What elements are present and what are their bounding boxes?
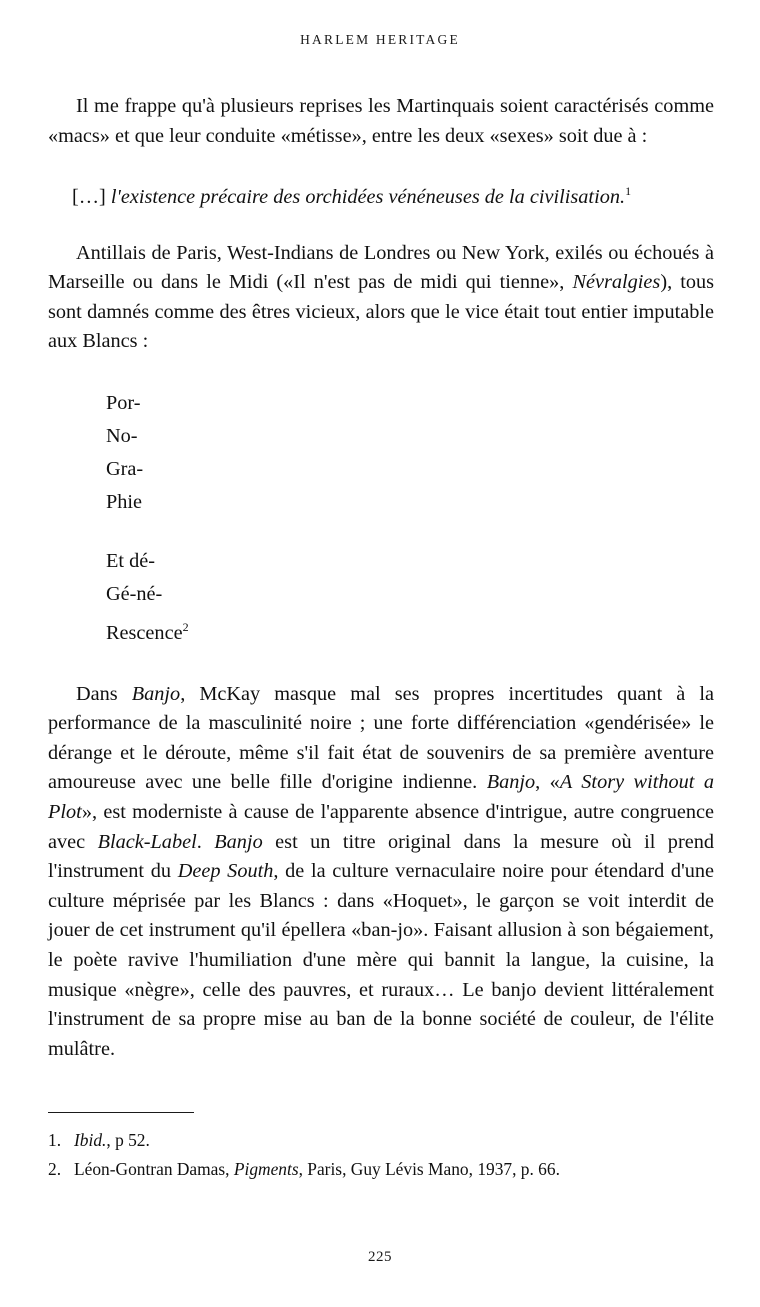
paragraph-3-run-7: Black-Label bbox=[97, 830, 197, 853]
paragraph-3-run-4: , « bbox=[535, 771, 560, 794]
footnote-1-run-1: , p 52. bbox=[106, 1130, 150, 1150]
footnote-ref-1[interactable]: 1 bbox=[625, 184, 632, 199]
footnote-item bbox=[48, 1156, 714, 1182]
footnote-item bbox=[48, 1127, 714, 1153]
verse-line: Et dé- bbox=[106, 549, 155, 572]
paragraph-3-run-2: , McKay masque mal ses propres incertitudes quant à la performance de la masculinité noire ; une forte différenciation «gendérisée» le dérange et le déroute, même s'il fait état de souvenirs de sa première aventure amoureuse avec une belle fille d'origine indienne. bbox=[48, 682, 714, 794]
footnote-ref-2[interactable]: 2 bbox=[182, 619, 189, 634]
spacer bbox=[48, 151, 714, 177]
verse-block-1 bbox=[48, 387, 714, 650]
running-head: HARLEM HERITAGE bbox=[300, 32, 460, 47]
footnote-number: 1. bbox=[48, 1130, 62, 1150]
page-number: 225 bbox=[368, 1249, 392, 1265]
paragraph-2-italic-title: Névralgies bbox=[572, 271, 661, 294]
paragraph-3-run-0: Dans bbox=[76, 682, 132, 705]
quote-ellipsis: […] bbox=[72, 185, 111, 208]
paragraph-3-run-3: Banjo bbox=[486, 771, 536, 794]
paragraph-2-part-b: ), tous sont damnés comme des êtres vicieux, alors que le vice était tout entier imputable aux Blancs : bbox=[48, 271, 714, 353]
footnote-2-run-1: Pigments bbox=[233, 1159, 299, 1179]
footnote-number: 2. bbox=[48, 1159, 62, 1179]
body-column bbox=[48, 92, 714, 1064]
verse-line: Por- bbox=[106, 391, 141, 414]
paragraph-3-run-5: A Story without a Plot bbox=[48, 771, 715, 824]
footnotes bbox=[48, 1112, 714, 1185]
paragraph-3-run-1: Banjo bbox=[131, 682, 181, 705]
paragraph-1: Il me frappe qu'à plusieurs reprises les Martinquais soient caractérisés comme «macs» et que leur conduite «métisse», entre les deux «sexes» soit due à : bbox=[48, 95, 714, 147]
paragraph-3-run-9: Banjo bbox=[214, 830, 263, 853]
paragraph-3-run-12: , de la culture vernaculaire noire pour étendard d'une culture méprisée par les Blancs : dans «Hoquet», le garçon se voit interdit de jouer de cet instrument qu'il épellera «ban-jo». Faisant allusion à son bégaiement, le poète ravive l'humiliation d'une mère qui bannit la langue, la cuisine, la musique «nègre», celle des pauvres, et ruraux… Le banjo devient littéralement l'instrument de sa propre mise au ban de la bonne société de couleur, de l'élite mulâtre. bbox=[48, 860, 715, 1060]
paragraph-3-run-10: est un titre original dans la mesure où il prend l'instrument du bbox=[48, 830, 714, 883]
footnote-2-run-0: Léon-Gontran Damas, bbox=[74, 1159, 234, 1179]
paragraph-2 bbox=[48, 239, 714, 357]
paragraph-2-part-a: Antillais de Paris, West-Indians de Londres ou New York, exilés ou échoués à Marseille ou dans le Midi («Il n'est pas de midi qui tienne», bbox=[48, 241, 714, 294]
spacer bbox=[48, 213, 714, 239]
paragraph-3-run-11: Deep South bbox=[177, 860, 274, 883]
verse-line-with-note bbox=[106, 611, 714, 650]
paragraph-3-run-6: », est moderniste à cause de l'apparente absence d'intrigue, autre congruence avec bbox=[48, 801, 714, 853]
footnote-1-run-0: Ibid. bbox=[74, 1130, 107, 1150]
footnote-2-run-2: , Paris, Guy Lévis Mano, 1937, p. 66. bbox=[298, 1159, 560, 1179]
verse-line: Phie bbox=[106, 490, 143, 513]
spacer bbox=[48, 650, 714, 680]
verse-line: No- bbox=[106, 424, 138, 447]
footnote-separator-rule bbox=[48, 1112, 194, 1113]
paragraph-3 bbox=[48, 680, 714, 1065]
spacer bbox=[48, 357, 714, 387]
block-quote-1 bbox=[48, 177, 714, 212]
quote-text: l'existence précaire des orchidées vénéneuses de la civilisation. bbox=[110, 185, 626, 208]
paragraph-3-run-8: . bbox=[196, 830, 215, 853]
verse-line: Gé-né- bbox=[106, 582, 163, 605]
verse-line-text: Rescence bbox=[106, 621, 183, 644]
verse-gap bbox=[106, 519, 714, 545]
verse-line: Gra- bbox=[106, 457, 144, 480]
